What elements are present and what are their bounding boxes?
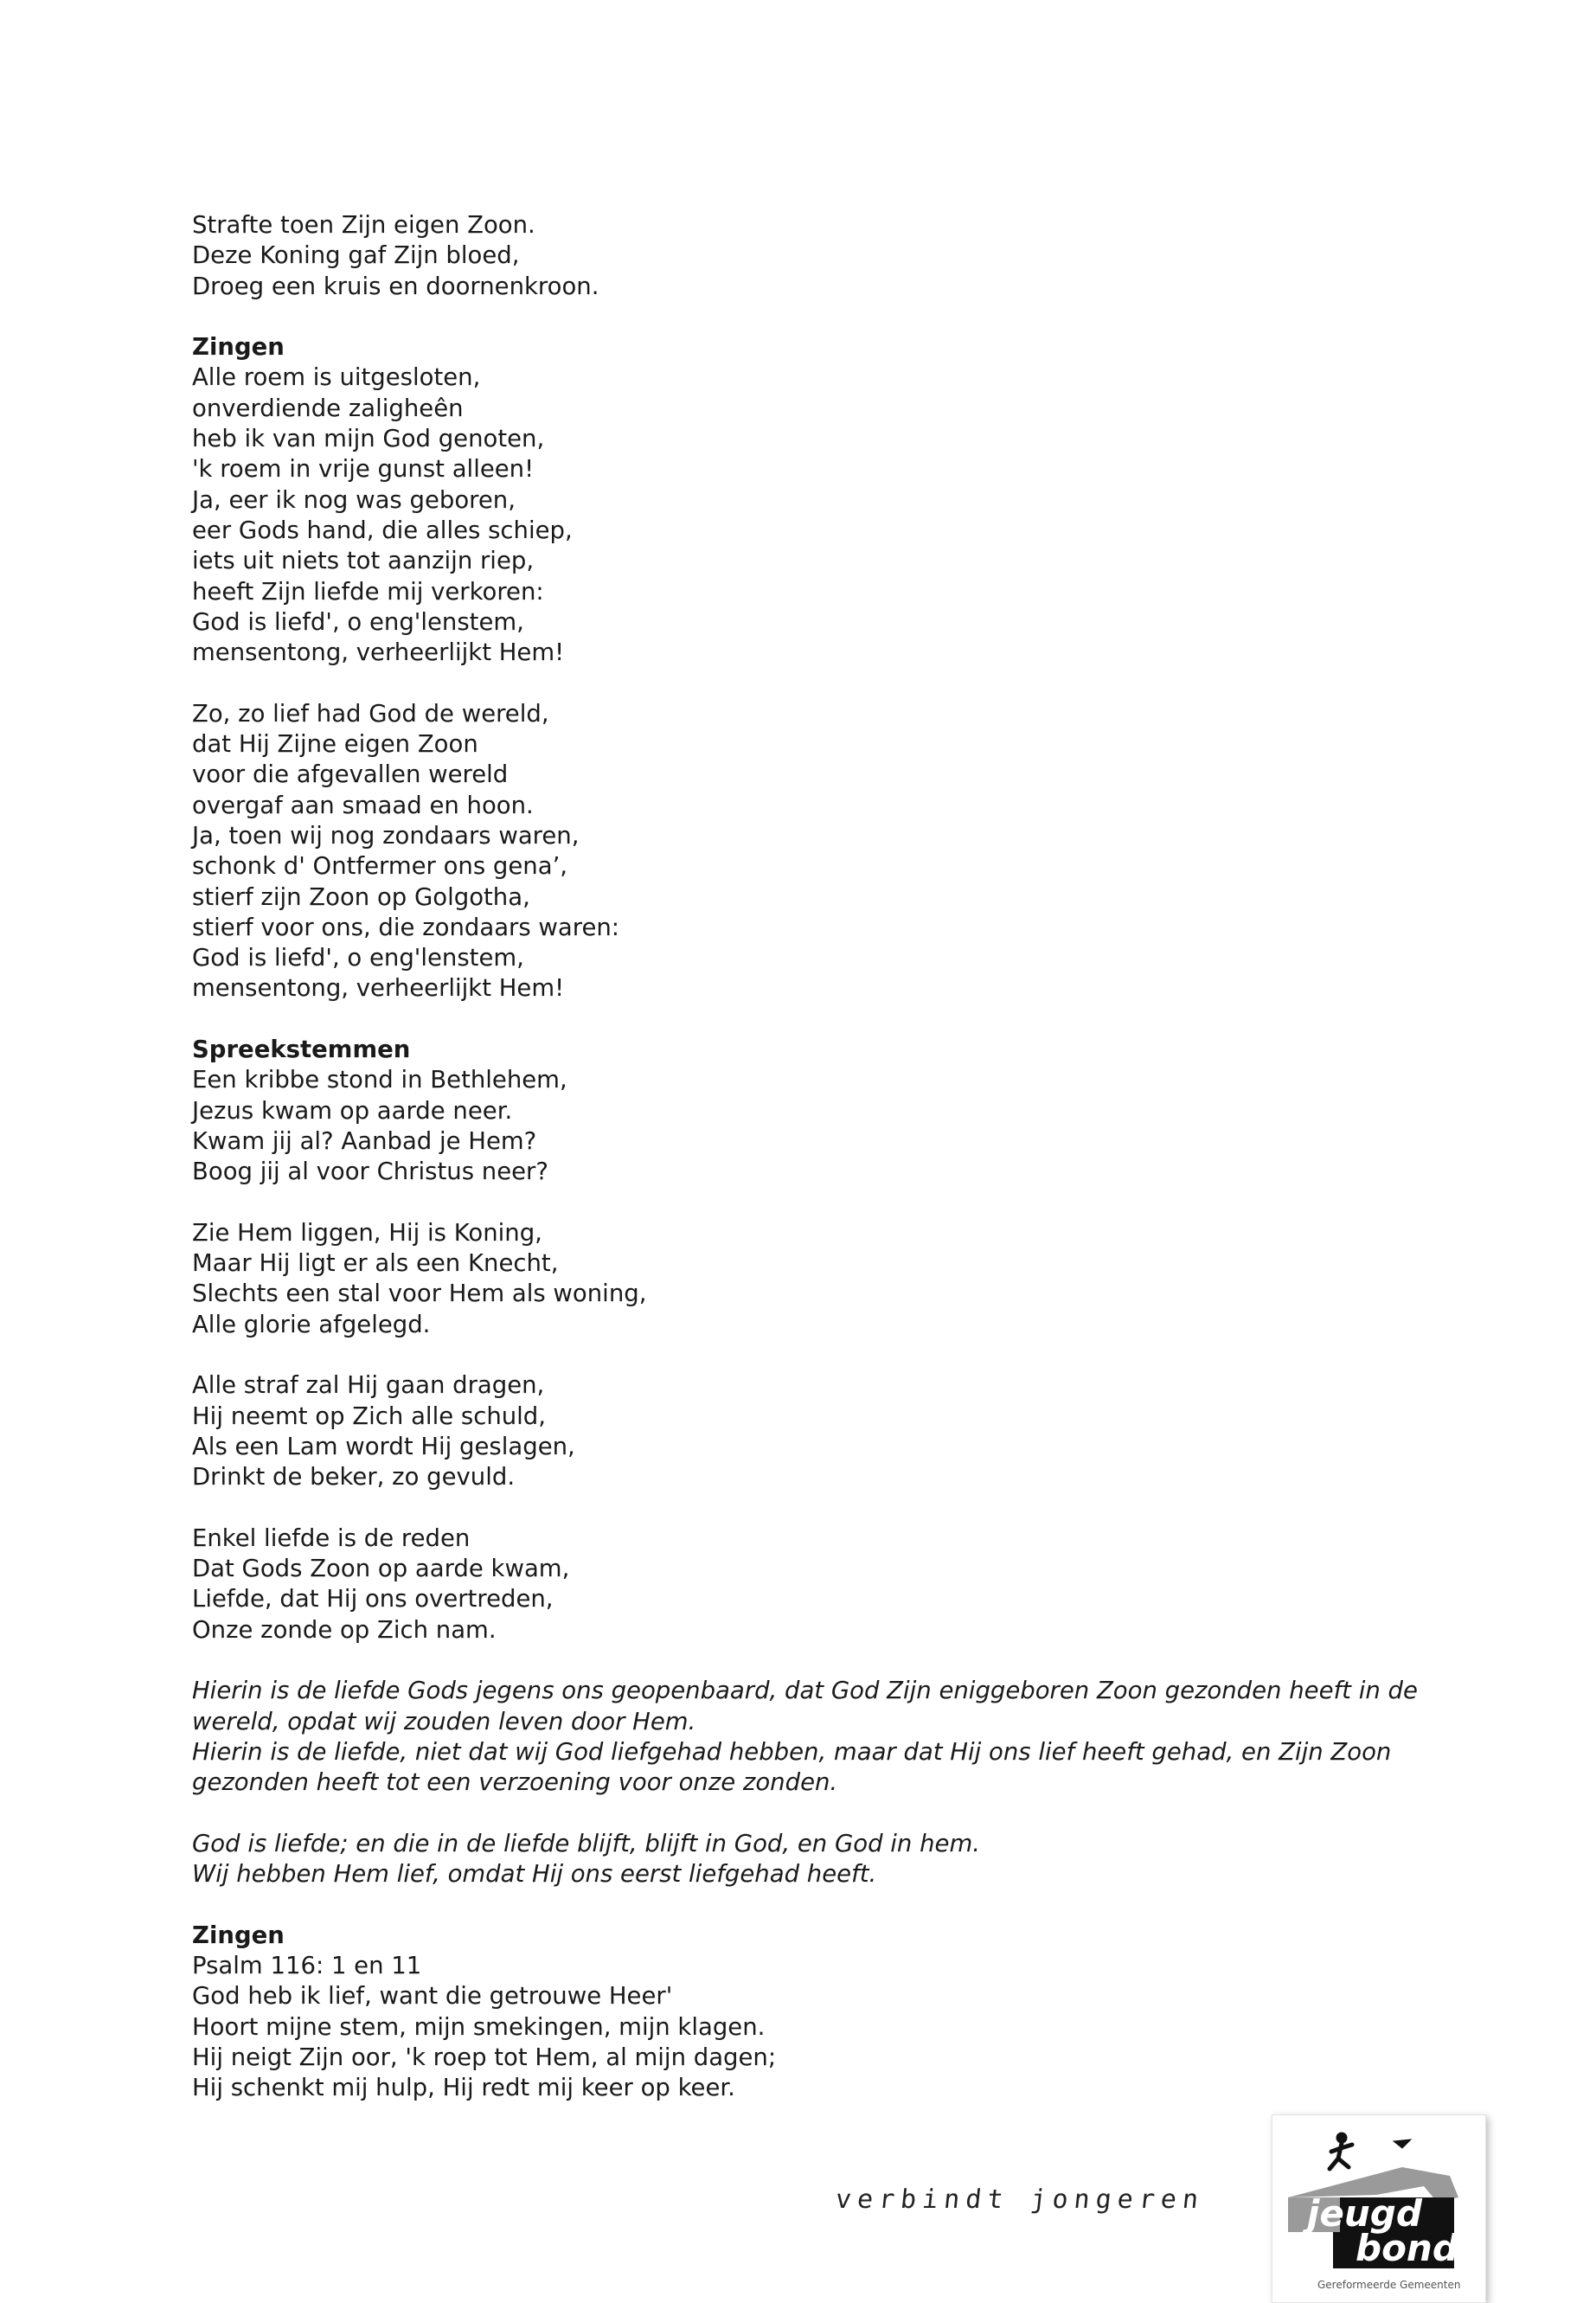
text-line: heb ik van mijn God genoten, — [192, 425, 545, 453]
section-heading: Spreekstemmen — [192, 1036, 411, 1064]
paragraph-gap — [192, 302, 1420, 332]
verse-stanza — [192, 699, 1420, 1004]
scripture-quote — [192, 1829, 1420, 1890]
text-line: Psalm 116: 1 en 11 — [192, 1951, 422, 1979]
text-line: iets uit niets tot aanzijn riep, — [192, 547, 535, 575]
text-line: onverdiende zaligheên — [192, 394, 464, 422]
paragraph-gap — [192, 1798, 1420, 1828]
paragraph-gap — [192, 1645, 1420, 1676]
text-line: 'k roem in vrije gunst alleen! — [192, 455, 535, 484]
text-line: Hij neigt Zijn oor, 'k roep tot Hem, al mijn dagen; — [192, 2043, 777, 2071]
document-body — [192, 210, 1420, 2103]
text-line: Hij neemt op Zich alle schuld, — [192, 1402, 547, 1430]
section-heading: Zingen — [192, 333, 285, 362]
text-line: Kwam jij al? Aanbad je Hem? — [192, 1126, 537, 1155]
text-line: Zo, zo lief had God de wereld, — [192, 699, 549, 728]
verse-stanza — [192, 1370, 1420, 1492]
text-line: Liefde, dat Hij ons overtreden, — [192, 1585, 554, 1613]
paragraph-gap — [192, 1004, 1420, 1035]
text-line: Maar Hij ligt er als een Knecht, — [192, 1249, 559, 1278]
text-line: mensentong, verheerlijkt Hem! — [192, 638, 565, 667]
text-line: Een kribbe stond in Bethlehem, — [192, 1066, 567, 1094]
logo-word-bond: bond — [1356, 2227, 1458, 2269]
text-line: eer Gods hand, die alles schiep, — [192, 516, 573, 544]
paragraph-gap — [192, 1340, 1420, 1370]
text-line: Hij schenkt mij hulp, Hij redt mij keer op keer. — [192, 2074, 735, 2102]
text-line: Strafte toen Zijn eigen Zoon. — [192, 211, 535, 239]
verse-stanza — [192, 362, 1420, 668]
text-line: Onze zonde op Zich nam. — [192, 1615, 497, 1644]
text-line: Ja, toen wij nog zondaars waren, — [192, 821, 580, 850]
text-line: voor die afgevallen wereld — [192, 760, 509, 789]
text-line: schonk d' Ontfermer ons gena’, — [192, 852, 568, 881]
logo-figure-icon — [1330, 2133, 1411, 2169]
text-line: God heb ik lief, want die getrouwe Heer' — [192, 1982, 673, 2011]
text-line: Alle roem is uitgesloten, — [192, 363, 481, 392]
text-line: overgaf aan smaad en hoon. — [192, 791, 534, 819]
text-line: stierf voor ons, die zondaars waren: — [192, 913, 620, 941]
verse-stanza — [192, 210, 1420, 302]
paragraph-gap — [192, 1492, 1420, 1523]
text-line: God is liefd', o eng'lenstem, — [192, 607, 524, 636]
text-line: Deze Koning gaf Zijn bloed, — [192, 241, 520, 270]
text-line: Hoort mijne stem, mijn smekingen, mijn klagen. — [192, 2012, 766, 2041]
text-line: Als een Lam wordt Hij geslagen, — [192, 1432, 575, 1460]
logo-subtitle: Gereformeerde Gemeenten — [1317, 2279, 1461, 2291]
scripture-quote: Hierin is de liefde Gods jegens ons geopenbaard, dat God Zijn eniggeboren Zoon gezonden heeft in de wereld, opdat wij zouden leven door Hem. — [192, 1677, 1418, 1735]
text-line: heeft Zijn liefde mij verkoren: — [192, 577, 544, 606]
footer-tagline: verbindt jongeren — [834, 2184, 1206, 2215]
paragraph-gap — [192, 1188, 1420, 1218]
text-line: Boog jij al voor Christus neer? — [192, 1158, 548, 1186]
text-line: Drinkt de beker, zo gevuld. — [192, 1463, 516, 1491]
jeugdbond-logo — [1272, 2114, 1486, 2303]
text-line: Zie Hem liggen, Hij is Koning, — [192, 1218, 542, 1247]
text-line: Enkel liefde is de reden — [192, 1524, 471, 1552]
text-line: Wij hebben Hem lief, omdat Hij ons eerst liefgehad heeft. — [192, 1860, 877, 1889]
text-line: stierf zijn Zoon op Golgotha, — [192, 882, 530, 911]
verse-stanza — [192, 1951, 1420, 2103]
text-line: dat Hij Zijne eigen Zoon — [192, 730, 478, 759]
text-line: Jezus kwam op aarde neer. — [192, 1096, 513, 1125]
text-line: Slechts een stal voor Hem als woning, — [192, 1280, 647, 1308]
verse-stanza — [192, 1065, 1420, 1187]
text-line: mensentong, verheerlijkt Hem! — [192, 974, 565, 1003]
text-line: Alle glorie afgelegd. — [192, 1310, 431, 1338]
paragraph-gap — [192, 1889, 1420, 1920]
verse-stanza — [192, 1218, 1420, 1340]
section-heading: Zingen — [192, 1921, 285, 1949]
text-line: God is liefd', o eng'lenstem, — [192, 944, 524, 972]
scripture-quote: Hierin is de liefde, niet dat wij God liefgehad hebben, maar dat Hij ons lief heeft gehad, en Zijn Zoon gezonden heeft tot een verzoening voor onze zonden. — [192, 1737, 1392, 1797]
text-line: God is liefde; en die in de liefde blijft, blijft in God, en God in hem. — [192, 1829, 980, 1857]
paragraph-gap — [192, 668, 1420, 698]
text-line: Dat Gods Zoon op aarde kwam, — [192, 1555, 570, 1583]
logo-word-jeugd: jeugd — [1307, 2192, 1422, 2235]
text-line: Alle straf zal Hij gaan dragen, — [192, 1371, 545, 1400]
text-line: Ja, eer ik nog was geboren, — [192, 485, 516, 514]
text-line: Droeg een kruis en doornenkroon. — [192, 272, 599, 300]
verse-stanza — [192, 1524, 1420, 1645]
